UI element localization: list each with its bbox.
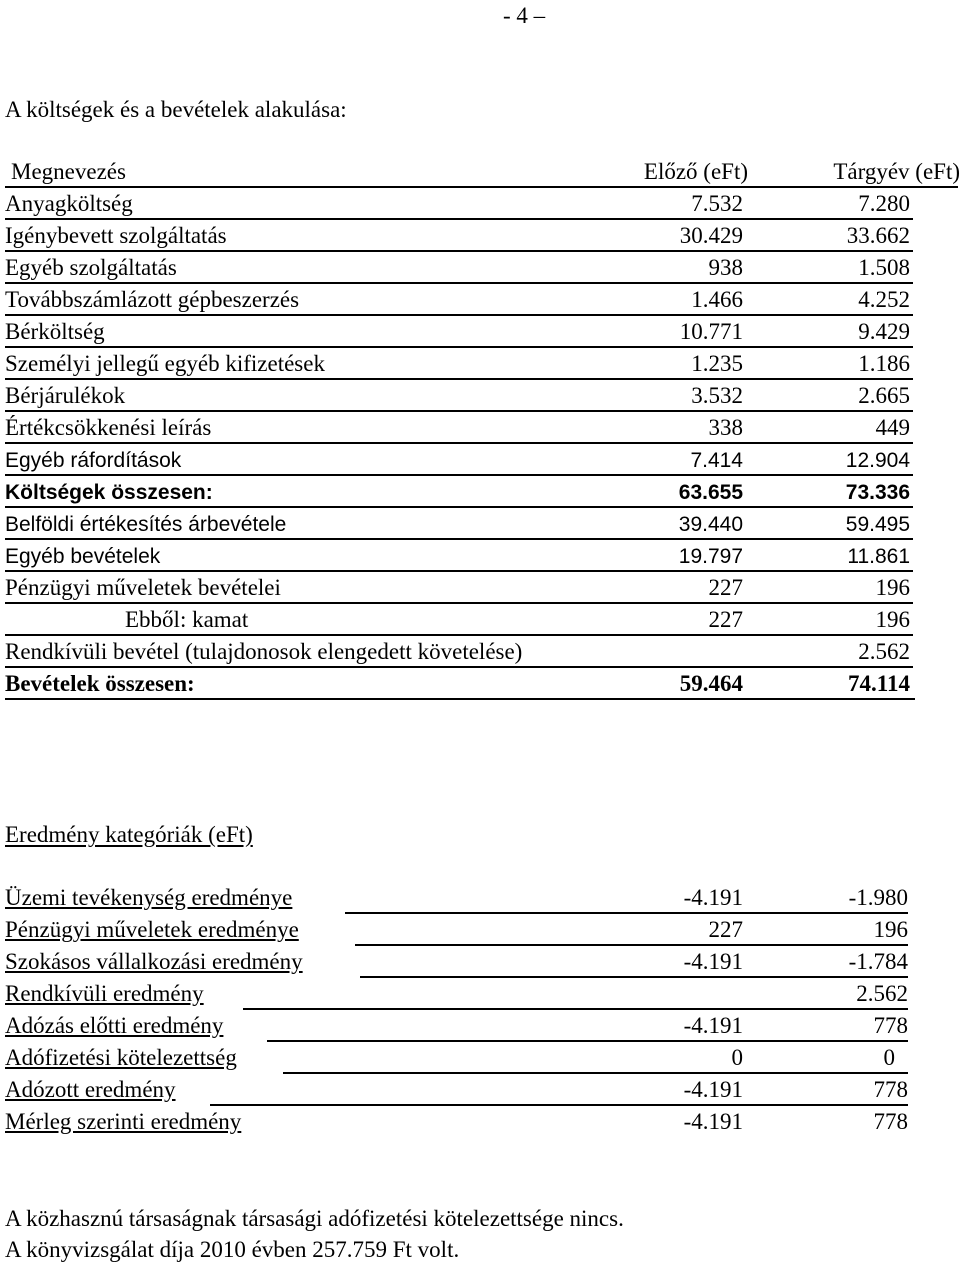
row-previous: 227 bbox=[708, 575, 743, 600]
row-previous: -4.191 bbox=[683, 949, 743, 974]
row-previous: 30.429 bbox=[679, 223, 743, 248]
row-previous: 1.235 bbox=[691, 351, 743, 376]
row-label: Rendkívüli bevétel (tulajdonosok elengedett követelése) bbox=[5, 639, 523, 664]
table-row bbox=[5, 380, 913, 412]
row-label: Egyéb bevételek bbox=[5, 545, 161, 568]
section-title: A költségek és a bevételek alakulása: bbox=[5, 97, 347, 122]
row-label: Személyi jellegű egyéb kifizetések bbox=[5, 351, 325, 376]
result-row bbox=[5, 1074, 908, 1106]
table-row bbox=[5, 220, 913, 252]
row-current: 778 bbox=[873, 1077, 908, 1102]
row-previous: -4.191 bbox=[683, 1013, 743, 1038]
row-current: 33.662 bbox=[846, 223, 910, 248]
row-label: Értékcsökkenési leírás bbox=[5, 415, 212, 440]
row-underline bbox=[5, 698, 915, 700]
row-label: Adózás előtti eredmény bbox=[5, 1013, 224, 1038]
row-label: Üzemi tevékenység eredménye bbox=[5, 885, 293, 910]
row-current: 0 bbox=[883, 1045, 895, 1070]
note-audit-fee: A könyvizsgálat díja 2010 évben 257.759 Ft volt. bbox=[5, 1237, 460, 1262]
header-name: Megnevezés bbox=[11, 159, 126, 184]
row-label: Ebből: kamat bbox=[125, 607, 249, 632]
table-row bbox=[5, 444, 913, 476]
row-previous: 7.532 bbox=[691, 191, 743, 216]
table-row-sub bbox=[5, 604, 913, 636]
row-label: Anyagköltség bbox=[5, 191, 133, 216]
result-row bbox=[5, 882, 908, 914]
row-previous: 227 bbox=[708, 917, 743, 942]
row-current: 2.665 bbox=[858, 383, 910, 408]
page-number: - 4 – bbox=[503, 3, 546, 28]
row-current: 4.252 bbox=[858, 287, 910, 312]
row-current: 73.336 bbox=[845, 481, 910, 504]
row-previous: 10.771 bbox=[679, 319, 743, 344]
row-current: 74.114 bbox=[848, 671, 910, 696]
row-previous: 19.797 bbox=[678, 545, 743, 568]
row-label: Szokásos vállalkozási eredmény bbox=[5, 949, 303, 974]
row-previous: 1.466 bbox=[691, 287, 743, 312]
note-tax: A közhasznú társaságnak társasági adófizetési kötelezettsége nincs. bbox=[5, 1206, 624, 1231]
row-label: Pénzügyi műveletek eredménye bbox=[5, 917, 299, 942]
row-current: -1.980 bbox=[848, 885, 908, 910]
table-header-row bbox=[5, 156, 958, 188]
row-current: 2.562 bbox=[856, 981, 908, 1006]
row-current: -1.784 bbox=[848, 949, 908, 974]
row-previous: 338 bbox=[708, 415, 743, 440]
row-current: 12.904 bbox=[845, 449, 910, 472]
table-row bbox=[5, 540, 913, 572]
row-current: 778 bbox=[873, 1013, 908, 1038]
row-label: Igénybevett szolgáltatás bbox=[5, 223, 227, 248]
row-current: 59.495 bbox=[845, 513, 910, 536]
table-row bbox=[5, 412, 913, 444]
row-current: 11.861 bbox=[847, 545, 910, 568]
row-current: 778 bbox=[873, 1109, 908, 1134]
row-current: 1.186 bbox=[858, 351, 910, 376]
row-label: Egyéb szolgáltatás bbox=[5, 255, 177, 280]
table-row bbox=[5, 636, 913, 668]
table-row-total-revenue bbox=[5, 668, 915, 700]
result-row bbox=[5, 1042, 908, 1074]
row-current: 7.280 bbox=[858, 191, 910, 216]
result-row bbox=[5, 978, 908, 1010]
table-row bbox=[5, 348, 913, 380]
table-row bbox=[5, 188, 913, 220]
table-row-total-costs bbox=[5, 476, 913, 508]
row-previous: 39.440 bbox=[678, 513, 743, 536]
row-current: 9.429 bbox=[858, 319, 910, 344]
result-row bbox=[5, 914, 908, 946]
row-label: Mérleg szerinti eredmény bbox=[5, 1109, 242, 1134]
row-label: Adózott eredmény bbox=[5, 1077, 176, 1102]
header-previous: Előző (eFt) bbox=[643, 159, 748, 184]
row-label: Rendkívüli eredmény bbox=[5, 981, 204, 1006]
table-row bbox=[5, 284, 913, 316]
row-current: 1.508 bbox=[858, 255, 910, 280]
row-previous: -4.191 bbox=[683, 1077, 743, 1102]
row-current: 196 bbox=[875, 607, 910, 632]
row-label: Továbbszámlázott gépbeszerzés bbox=[5, 287, 300, 312]
row-previous: 938 bbox=[708, 255, 743, 280]
row-current: 2.562 bbox=[858, 639, 910, 664]
table-row bbox=[5, 316, 913, 348]
row-current: 449 bbox=[875, 415, 910, 440]
table-row bbox=[5, 572, 913, 604]
row-label: Bevételek összesen: bbox=[5, 671, 195, 696]
row-previous: 3.532 bbox=[691, 383, 743, 408]
row-label: Költségek összesen: bbox=[5, 481, 213, 504]
row-current: 196 bbox=[873, 917, 908, 942]
row-previous: 0 bbox=[731, 1045, 743, 1070]
row-previous: -4.191 bbox=[683, 1109, 743, 1134]
table-row bbox=[5, 508, 913, 540]
results-heading: Eredmény kategóriák (eFt) bbox=[5, 822, 253, 847]
table-row bbox=[5, 252, 913, 284]
row-current: 196 bbox=[875, 575, 910, 600]
row-label: Bérköltség bbox=[5, 319, 105, 344]
row-label: Bérjárulékok bbox=[5, 383, 126, 408]
row-previous: 7.414 bbox=[690, 449, 743, 472]
row-previous: 63.655 bbox=[678, 481, 743, 504]
header-current: Tárgyév (eFt) bbox=[833, 159, 960, 184]
row-previous: -4.191 bbox=[683, 885, 743, 910]
result-row bbox=[5, 946, 908, 978]
row-previous: 227 bbox=[708, 607, 743, 632]
result-row bbox=[5, 1010, 908, 1042]
row-previous: 59.464 bbox=[679, 671, 743, 696]
row-label: Pénzügyi műveletek bevételei bbox=[5, 575, 281, 600]
row-label: Belföldi értékesítés árbevétele bbox=[5, 513, 287, 536]
row-label: Egyéb ráfordítások bbox=[5, 449, 182, 472]
row-label: Adófizetési kötelezettség bbox=[5, 1045, 237, 1070]
result-row bbox=[5, 1106, 908, 1138]
